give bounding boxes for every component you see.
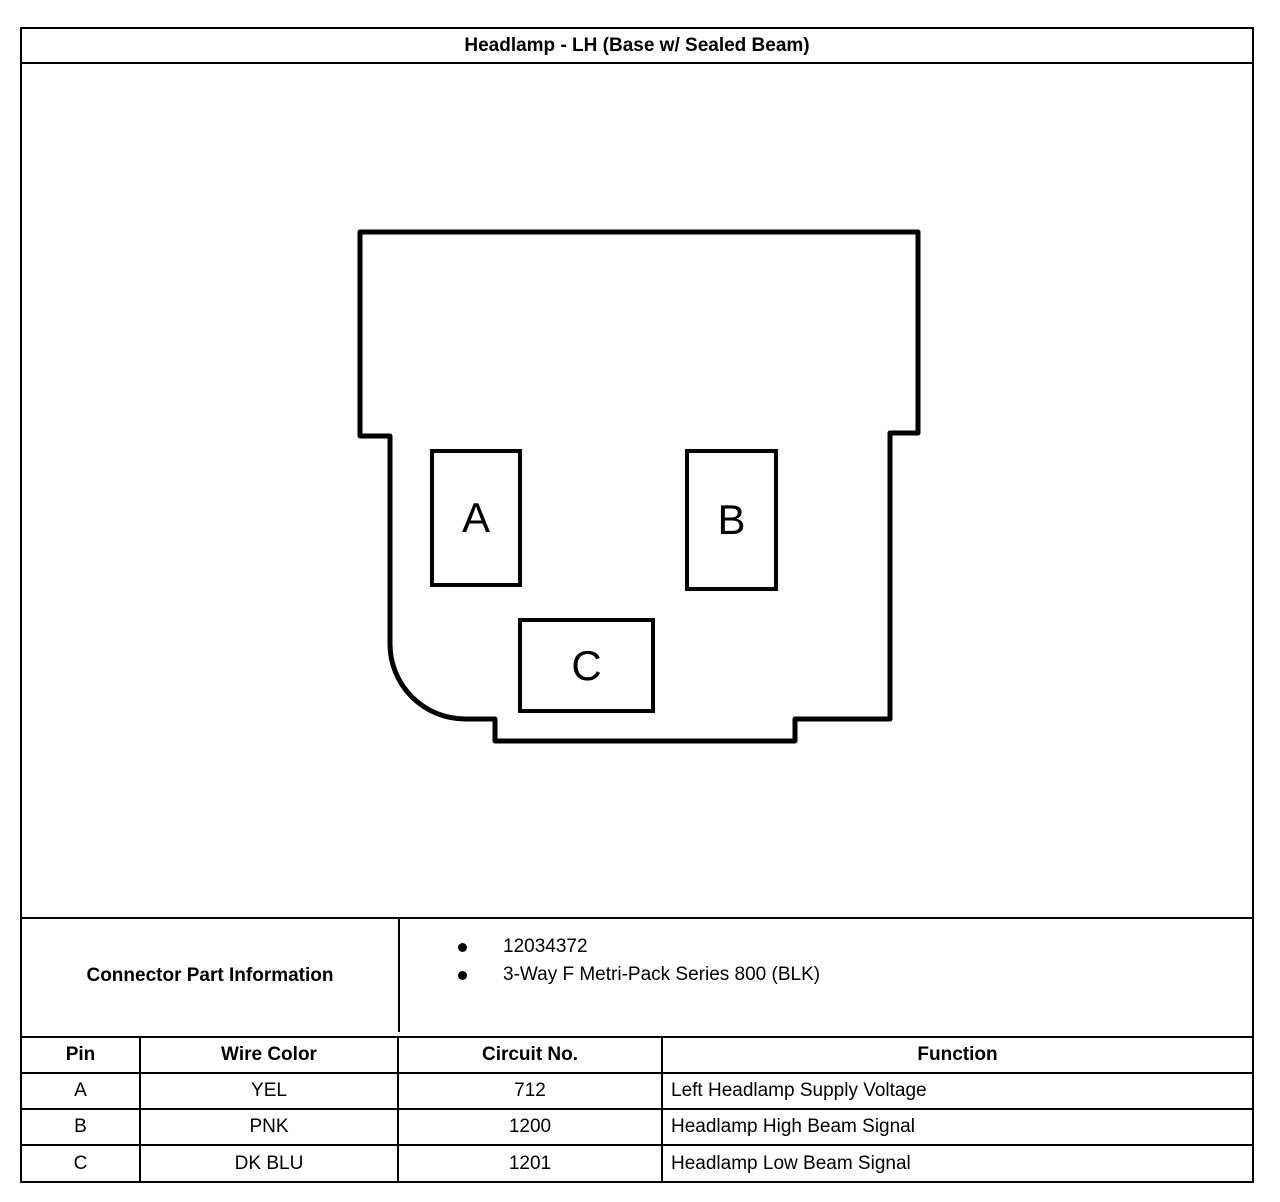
- cell-function: Left Headlamp Supply Voltage: [662, 1073, 1252, 1109]
- part-description: 3-Way F Metri-Pack Series 800 (BLK): [503, 964, 821, 985]
- pin-label-c: C: [571, 641, 602, 689]
- pin-cavity-a: [430, 449, 522, 587]
- cell-wire-color: DK BLU: [140, 1145, 398, 1181]
- cell-wire-color: YEL: [140, 1073, 398, 1109]
- cell-function: Headlamp Low Beam Signal: [662, 1145, 1252, 1181]
- cell-circuit-no: 1201: [398, 1145, 662, 1181]
- table-row: [22, 1073, 1252, 1109]
- part-info-list: [400, 919, 1252, 1032]
- document-frame: [20, 27, 1254, 1183]
- cell-pin: C: [22, 1145, 140, 1181]
- cell-function: Headlamp High Beam Signal: [662, 1109, 1252, 1145]
- connector-outline-drawing: [22, 64, 1252, 905]
- table-row: [22, 1145, 1252, 1181]
- bullet-icon: [458, 943, 467, 952]
- pinout-table: [22, 1036, 1252, 1181]
- cell-circuit-no: 712: [398, 1073, 662, 1109]
- cell-pin: A: [22, 1073, 140, 1109]
- part-info-item: [458, 933, 1252, 961]
- pin-label-a: A: [461, 494, 490, 541]
- connector-part-info-section: [22, 917, 1252, 1032]
- connector-diagram-area: [22, 64, 1252, 917]
- bullet-icon: [458, 971, 467, 980]
- header-circuit-no: Circuit No.: [398, 1037, 662, 1073]
- pin-cavity-b: [685, 449, 778, 591]
- header-wire-color: Wire Color: [140, 1037, 398, 1073]
- pin-cavity-c: [518, 618, 655, 713]
- table-row: [22, 1109, 1252, 1145]
- header-pin: Pin: [22, 1037, 140, 1073]
- cell-pin: B: [22, 1109, 140, 1145]
- part-info-heading: Connector Part Information: [22, 919, 400, 1032]
- part-number: 12034372: [503, 936, 588, 957]
- header-function: Function: [662, 1037, 1252, 1073]
- part-info-item: [458, 961, 1252, 989]
- cell-wire-color: PNK: [140, 1109, 398, 1145]
- pinout-header-row: [22, 1037, 1252, 1073]
- cell-circuit-no: 1200: [398, 1109, 662, 1145]
- pin-label-b: B: [717, 496, 746, 543]
- page-title: Headlamp - LH (Base w/ Sealed Beam): [22, 29, 1252, 64]
